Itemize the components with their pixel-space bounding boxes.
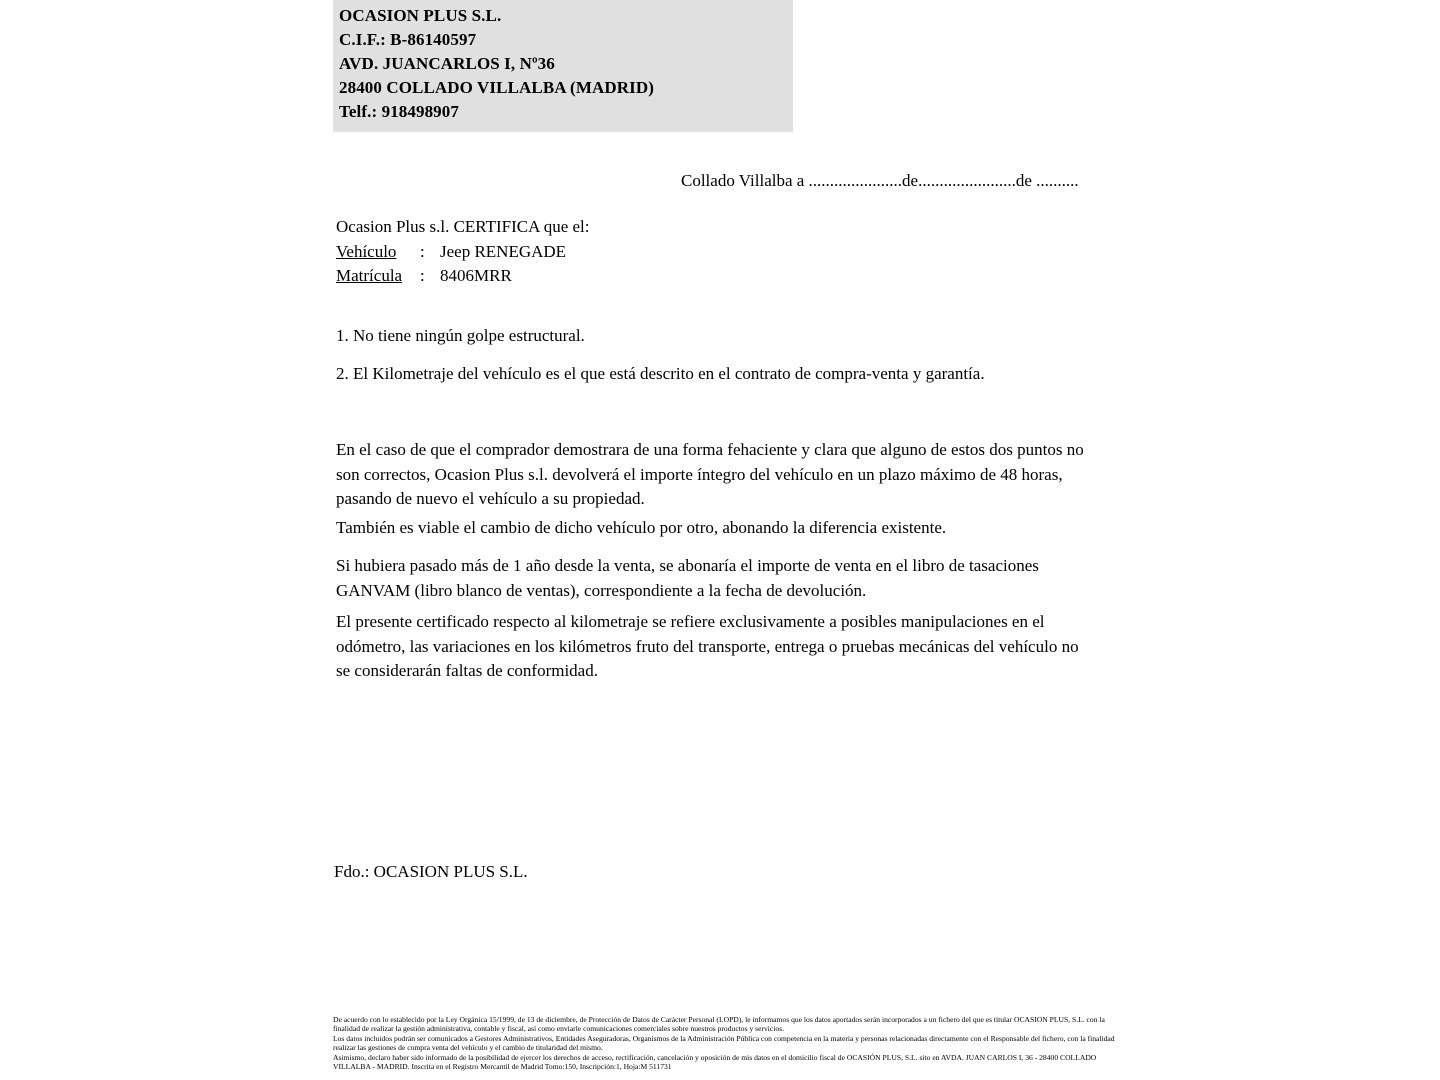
- company-letterhead: [333, 0, 793, 132]
- plate-row: [336, 264, 590, 289]
- certifies-intro-row: [336, 215, 590, 240]
- company-cif: C.I.F.: B-86140597: [339, 30, 477, 49]
- company-city: 28400 COLLADO VILLALBA (MADRID): [339, 78, 654, 97]
- certification-block: [336, 215, 590, 289]
- legal-paragraph-2: Los datos incluidos podrán ser comunicados a Gestores Administrativos, Entidades Aseguradoras, Organismos de la Administración Pública con competencia en la materia y personas relacionadas directamente con el Responsable del fichero, con la finalidad realizar las gestiones de compra venta del vehículo y el cambio de titularidad del mismo.: [333, 1033, 1115, 1053]
- certifies-intro: Ocasion Plus s.l. CERTIFICA que el:: [336, 217, 590, 236]
- signature-line: Fdo.: OCASION PLUS S.L.: [334, 862, 528, 881]
- vehicle-row: [336, 240, 590, 265]
- legal-paragraph-3: Asimismo, declaro haber sido informado de la posibilidad de ejercer los derechos de acceso, rectificación, cancelación y oposición de mis datos en el domicilio fiscal de OCASIÓN PLUS, S.L. sito en AVDA. JUAN CARLOS I, 36 - 28400 COLLADO VILLALBA - MADRID. Inscrita en el Registro Mercantil de Madrid Tomo:150, Inscripción:1, Hoja:M 511731: [333, 1052, 1097, 1072]
- paragraph-vehicle-exchange: También es viable el cambio de dicho vehículo por otro, abonando la diferencia existente.: [336, 518, 947, 537]
- vehicle-label: Vehículo: [336, 241, 397, 261]
- plate-label: Matrícula: [336, 266, 403, 285]
- date-line: Collado Villalba a ......................de.......................de ..........: [681, 171, 1079, 190]
- paragraph-odometer-scope: El presente certificado respecto al kilometraje se refiere exclusivamente a posibles manipulaciones en el odómetro, las variaciones en los kilómetros fruto del transporte, entrega o pruebas mecánicas del vehículo no se considerarán faltas de conformidad.: [336, 612, 1079, 680]
- plate-value: 8406MRR: [440, 266, 512, 285]
- vehicle-value: Jeep RENEGADE: [440, 241, 567, 261]
- legal-footer: [333, 1015, 1123, 1071]
- paragraph-one-year-clause: Si hubiera pasado más de 1 año desde la venta, se abonaría el importe de venta en el libro de tasaciones GANVAM (libro blanco de ventas), correspondiente a la fecha de devolución.: [336, 556, 1039, 600]
- vehicle-separator: :: [420, 241, 425, 261]
- certified-point-2: 2. El Kilometraje del vehículo es el que está descrito en el contrato de compra-venta y garantía.: [336, 364, 985, 383]
- certified-point-1: 1. No tiene ningún golpe estructural.: [336, 326, 585, 345]
- company-name: OCASION PLUS S.L.: [339, 6, 502, 25]
- plate-separator: :: [420, 266, 425, 285]
- paragraph-refund-terms: En el caso de que el comprador demostrara de una forma fehaciente y clara que alguno de estos dos puntos no son correctos, Ocasion Plus s.l. devolverá el importe íntegro del vehículo en un plazo máximo de 48 horas, pasando de nuevo el vehículo a su propiedad.: [336, 440, 1084, 508]
- company-address: AVD. JUANCARLOS I, Nº36: [339, 54, 555, 73]
- legal-paragraph-1: De acuerdo con lo establecido por la Ley Orgánica 15/1999, de 13 de diciembre, de Protección de Datos de Carácter Personal (LOPD), le informamos que los datos aportados serán incorporados a un fichero del que es titular OCASION PLUS, S.L. con la finalidad de realizar la gestión administrativa, contable y fiscal, así como enviarle comunicaciones comerciales sobre nuestros productos y servicios.: [333, 1015, 1105, 1034]
- company-phone: Telf.: 918498907: [339, 102, 459, 121]
